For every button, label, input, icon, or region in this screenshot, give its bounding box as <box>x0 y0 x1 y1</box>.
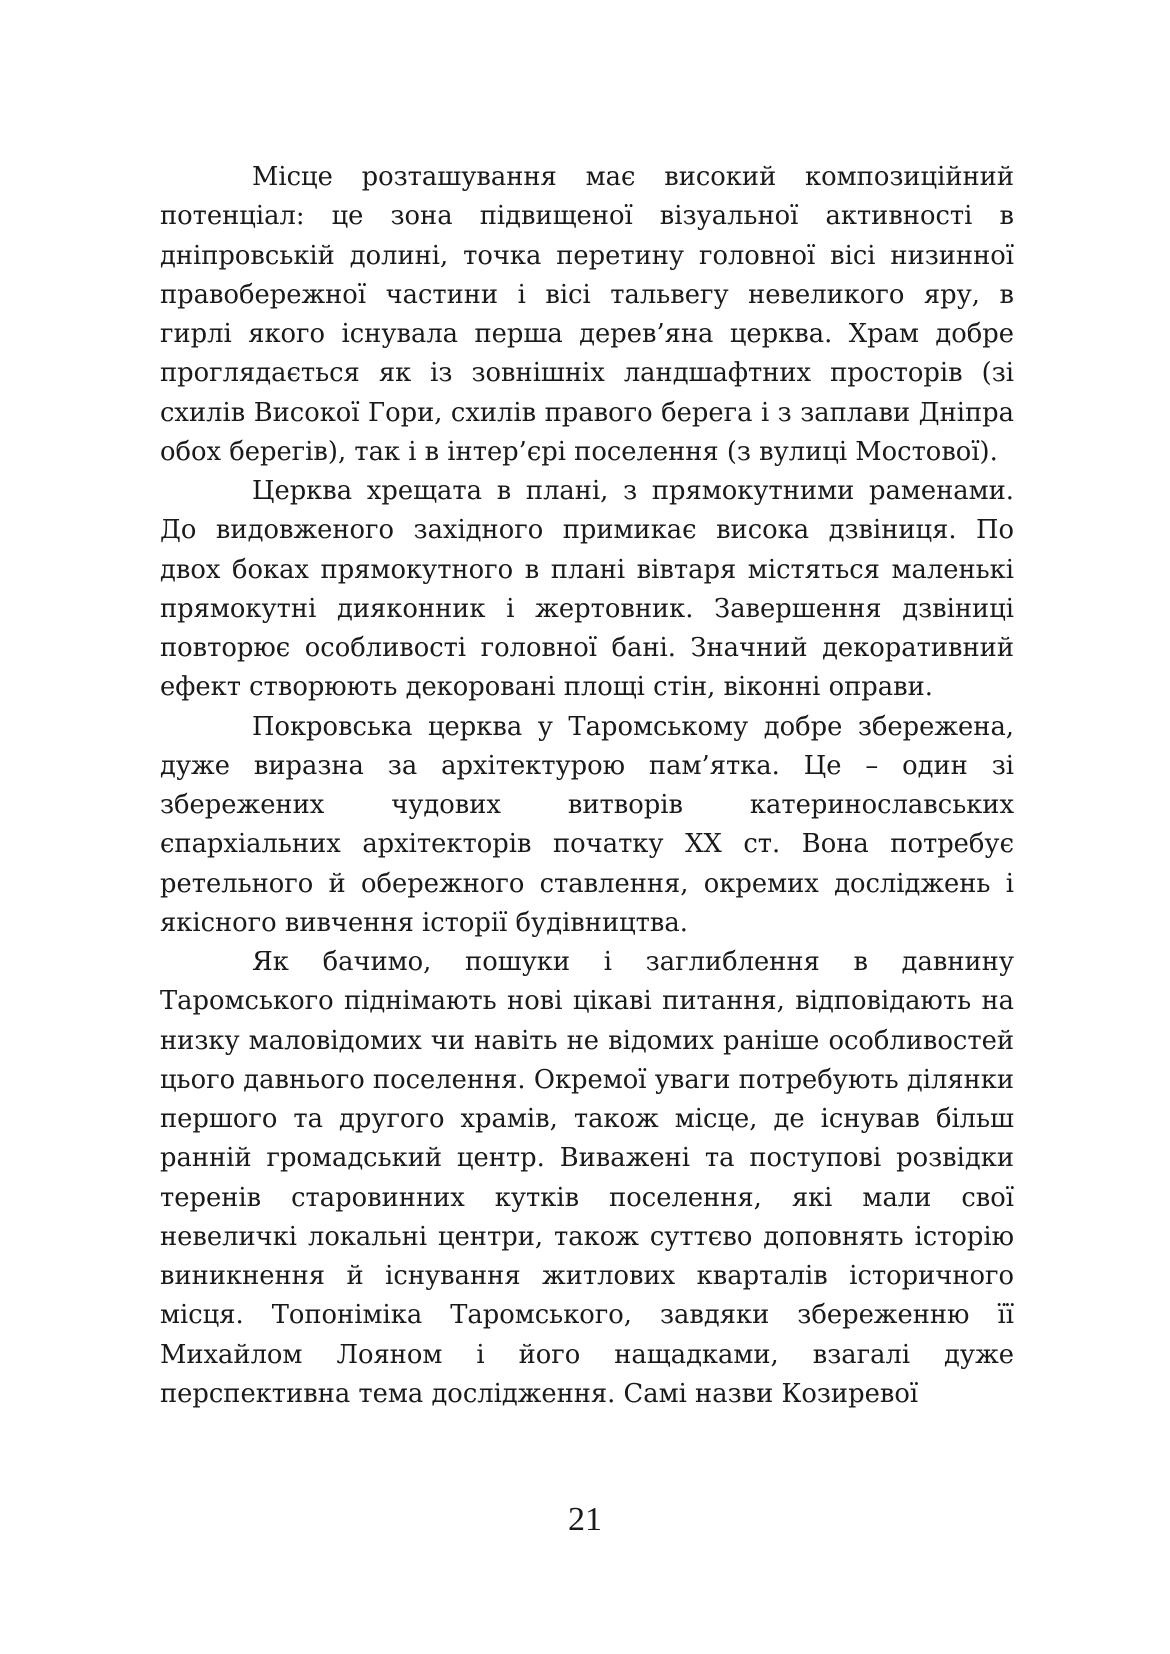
paragraph-pokrovska-church: Покровська церква у Таромському добре збережена, дуже виразна за архітектурою пам’ятка. Це – один зі збережених чудових витворів катеринославських єпархіальних архітекторів початку ХХ ст. Вона потребує ретельного й обережного ставлення, окремих досліджень і якісного вивчення історії будівництва. <box>160 711 1014 938</box>
paragraph-location: Місце розташування має високий композиційний потенціал: це зона підвищеної візуальної активності в дніпровській долині, точка перетину головної вісі низинної правобережної частини і вісі тальвегу невеликого яру, в гирлі якого існувала перша дерев’яна церква. Храм добре проглядається як із зовнішніх ландшафтних просторів (зі схилів Високої Гори, схилів правого берега і з заплави Дніпра обох берегів), так і в інтер’єрі поселення (з вулиці Мостової). <box>160 162 1014 467</box>
paragraph-plan: Церква хрещата в плані, з прямокутними раменами. До видовженого західного примикає висока дзвіниця. По двох боках прямокутного в плані вівтаря містяться маленькі прямокутні дияконник і жертовник. Завершення дзвіниці повторює особливості головної бані. Значний декоративний ефект створюють декоровані площі стін, віконні оправи. <box>160 476 1014 703</box>
body-text <box>160 158 1014 1414</box>
page-number: 21 <box>568 1501 602 1538</box>
paragraph-research: Як бачимо, пошуки і заглиблення в давнину Таромського піднімають нові цікаві питання, відповідають на низку маловідомих чи навіть не відомих раніше особливостей цього давнього поселення. Окремої уваги потребують ділянки першого та другого храмів, також місце, де існував більш ранній громадський центр. Виважені та поступові розвідки теренів старовинних кутків поселення, які мали свої невеличкі локальні центри, також суттєво доповнять історію виникнення й існування житлових кварталів історичного місця. Топоніміка Таромського, завдяки збереженню її Михайлом Лояном і його нащадками, взагалі дуже перспективна тема дослідження. Самі назви Козиревої <box>160 947 1014 1409</box>
